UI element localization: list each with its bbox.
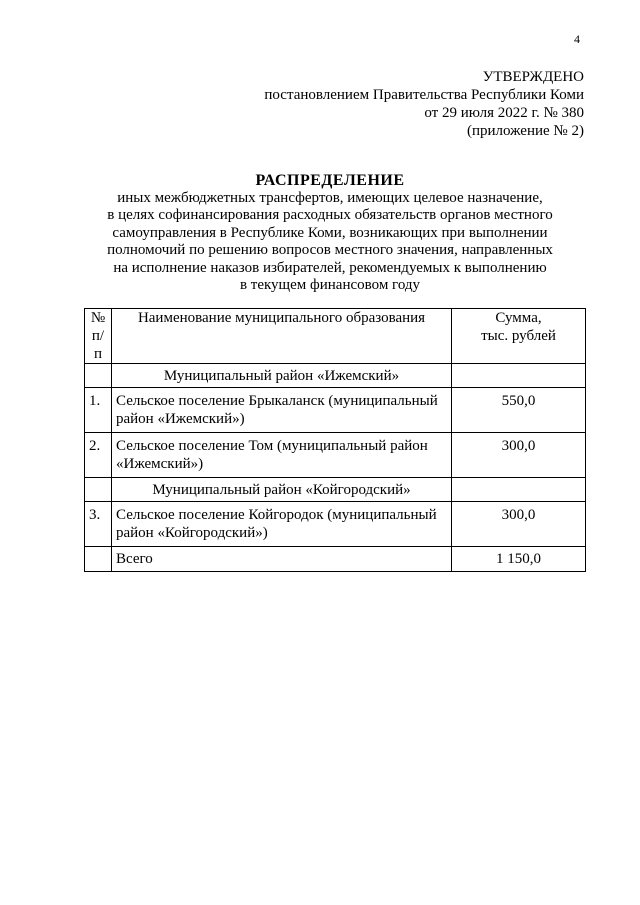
title-block <box>70 172 590 294</box>
approval-appendix: (приложение № 2) <box>466 123 584 139</box>
group-sum-cell <box>452 364 586 388</box>
row-sum: 300,0 <box>452 502 586 547</box>
page-number: 4 <box>574 32 580 46</box>
header-name: Наименование муниципального образования <box>112 309 452 364</box>
group-row <box>85 478 586 502</box>
row-number: 2. <box>85 433 112 478</box>
group-label: Муниципальный район «Ижемский» <box>112 364 452 388</box>
table-header-row <box>85 309 586 364</box>
row-name: Сельское поселение Том (муниципальный район «Ижемский») <box>112 433 452 478</box>
row-sum: 550,0 <box>452 388 586 433</box>
total-label: Всего <box>112 547 452 572</box>
row-name: Сельское поселение Койгородок (муниципальный район «Койгородский») <box>112 502 452 547</box>
subtitle-line: самоуправления в Республике Коми, возникающих при выполнении <box>112 224 548 241</box>
approval-date: от 29 июля 2022 г. № 380 <box>424 105 584 121</box>
header-sum <box>452 309 586 364</box>
subtitle-line: в целях софинансирования расходных обязательств органов местного <box>107 207 553 224</box>
document-subtitle <box>70 190 590 294</box>
total-sum: 1 150,0 <box>452 547 586 572</box>
row-number: 3. <box>85 502 112 547</box>
group-number-cell <box>85 478 112 502</box>
subtitle-line: в текущем финансовом году <box>239 277 421 294</box>
header-number <box>85 309 112 364</box>
group-sum-cell <box>452 478 586 502</box>
row-name: Сельское поселение Брыкаланск (муниципальный район «Ижемский») <box>112 388 452 433</box>
header-number-abbr: п/п <box>91 328 105 362</box>
approval-stamp <box>264 68 584 140</box>
group-row <box>85 364 586 388</box>
total-number-cell <box>85 547 112 572</box>
document-title: РАСПРЕДЕЛЕНИЕ <box>255 172 405 189</box>
approval-heading: УТВЕРЖДЕНО <box>482 69 584 85</box>
group-label: Муниципальный район «Койгородский» <box>112 478 452 502</box>
group-number-cell <box>85 364 112 388</box>
table-row <box>85 388 586 433</box>
distribution-table <box>84 308 586 572</box>
subtitle-line: на исполнение наказов избирателей, рекомендуемых к выполнению <box>113 259 547 276</box>
row-sum: 300,0 <box>452 433 586 478</box>
header-number-symbol: № <box>90 310 106 326</box>
table-row <box>85 433 586 478</box>
subtitle-line: иных межбюджетных трансфертов, имеющих целевое назначение, <box>117 190 543 206</box>
table-row <box>85 502 586 547</box>
header-sum-unit: тыс. рублей <box>481 328 556 344</box>
subtitle-line: полномочий по решению вопросов местного значения, направленных <box>107 242 553 259</box>
row-number: 1. <box>85 388 112 433</box>
header-sum-label: Сумма, <box>495 310 542 326</box>
approval-issuer: постановлением Правительства Республики Коми <box>264 87 584 103</box>
total-row <box>85 547 586 572</box>
